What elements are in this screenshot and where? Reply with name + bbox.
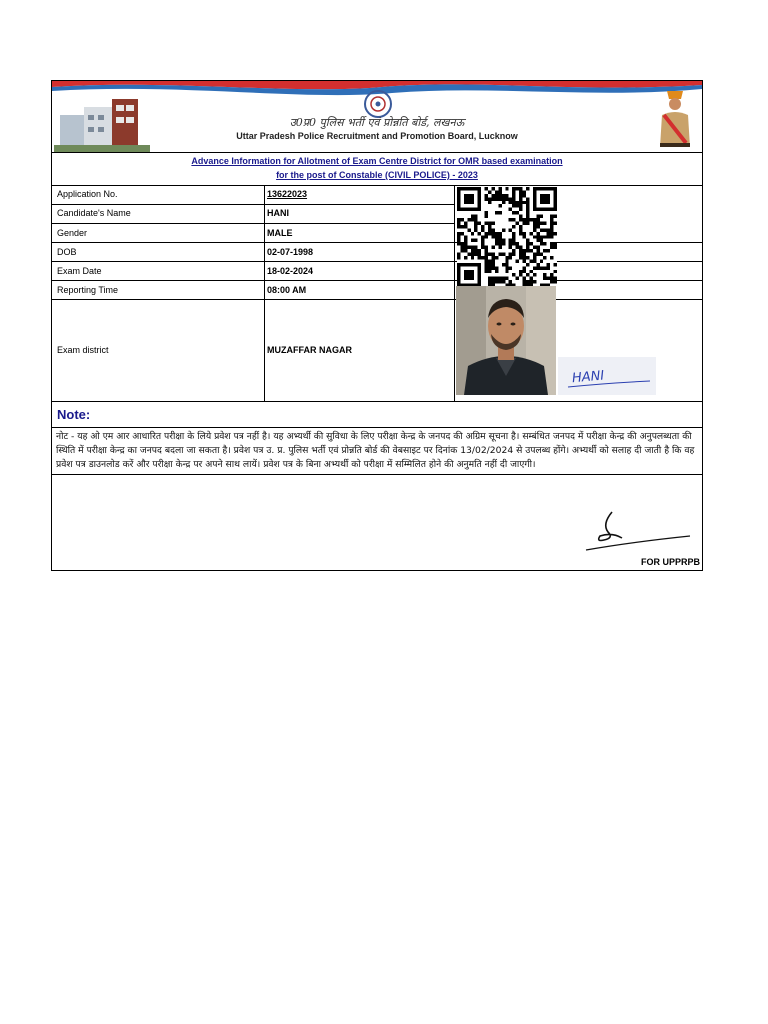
column-divider (264, 185, 265, 401)
note-body: नोट - यह ओ एम आर आधारित परीक्षा के लिये प्रवेश पत्र नहीं है। यह अभ्यर्थी की सुविधा के लिए परीक्षा केन्द्र के जनपद की अग्रिम सूचना है। सम्बंधित जनपद में परीक्षा केन्द्र की अनुपलब्धता की स्थिति में परीक्षा केन्द्र का जनपद बदला जा सकता है। प्रवेश पत्र उ. प्र. पुलिस भर्ती एवं प्रोन्नति बोर्ड की वेबसाइट पर दिनांक 13/02/2024 से उपलब्ध होंगे। अभ्यर्थी को सलाह दी जाती है कि वह प्रवेश पत्र डाउनलोड करें और परीक्षा केन्द्र पर अपने साथ लायें। प्रवेश पत्र के बिना अभ्यर्थी को परीक्षा में सम्मिलित होने की अनुमति नहीं दी जाएगी। (56, 431, 695, 470)
divider (52, 280, 702, 281)
value-exam-date: 18-02-2024 (267, 266, 314, 276)
label-candidate-name: Candidate's Name (57, 208, 131, 218)
label-reporting-time: Reporting Time (57, 285, 119, 295)
divider (52, 427, 702, 428)
value-candidate-name: HANI (267, 208, 289, 218)
divider (52, 299, 702, 300)
candidate-signature (558, 357, 656, 395)
note-heading: Note: (57, 407, 91, 422)
label-application-no: Application No. (57, 189, 118, 199)
value-dob: 02-07-1998 (267, 247, 314, 257)
divider (52, 152, 702, 153)
candidate-photo (456, 286, 556, 395)
police-officer-illustration (650, 85, 700, 151)
qr-code (457, 187, 557, 287)
board-title-hindi: उ0प्र0 पुलिस भर्ती एवं प्रोन्नति बोर्ड, लखनऊ (289, 116, 465, 129)
label-exam-date: Exam Date (57, 266, 102, 276)
header-banner (52, 81, 702, 152)
admit-info-sheet (51, 80, 703, 571)
for-upprpb-label: FOR UPPRPB (640, 557, 700, 567)
notice-title-line1: Advance Information for Allotment of Exam Centre District for OMR based examination (191, 156, 563, 166)
label-dob: DOB (57, 247, 77, 257)
value-exam-district: MUZAFFAR NAGAR (267, 345, 352, 355)
divider (52, 474, 702, 475)
signature-text: HANI (571, 368, 605, 387)
label-exam-district: Exam district (57, 345, 109, 355)
divider (52, 204, 454, 205)
officer-signature (582, 506, 692, 554)
notice-title-line2: for the post of Constable (CIVIL POLICE) - 2023 (276, 170, 478, 180)
value-reporting-time: 08:00 AM (267, 285, 307, 295)
divider (52, 223, 454, 224)
value-application-no: 13622023 (267, 189, 308, 199)
divider (52, 242, 702, 243)
column-divider (454, 185, 455, 401)
divider (52, 185, 702, 186)
signature-image (558, 357, 656, 395)
divider (52, 401, 702, 402)
value-gender: MALE (267, 228, 293, 238)
board-title-english: Uttar Pradesh Police Recruitment and Promotion Board, Lucknow (236, 131, 518, 141)
divider (52, 261, 702, 262)
label-gender: Gender (57, 228, 88, 238)
